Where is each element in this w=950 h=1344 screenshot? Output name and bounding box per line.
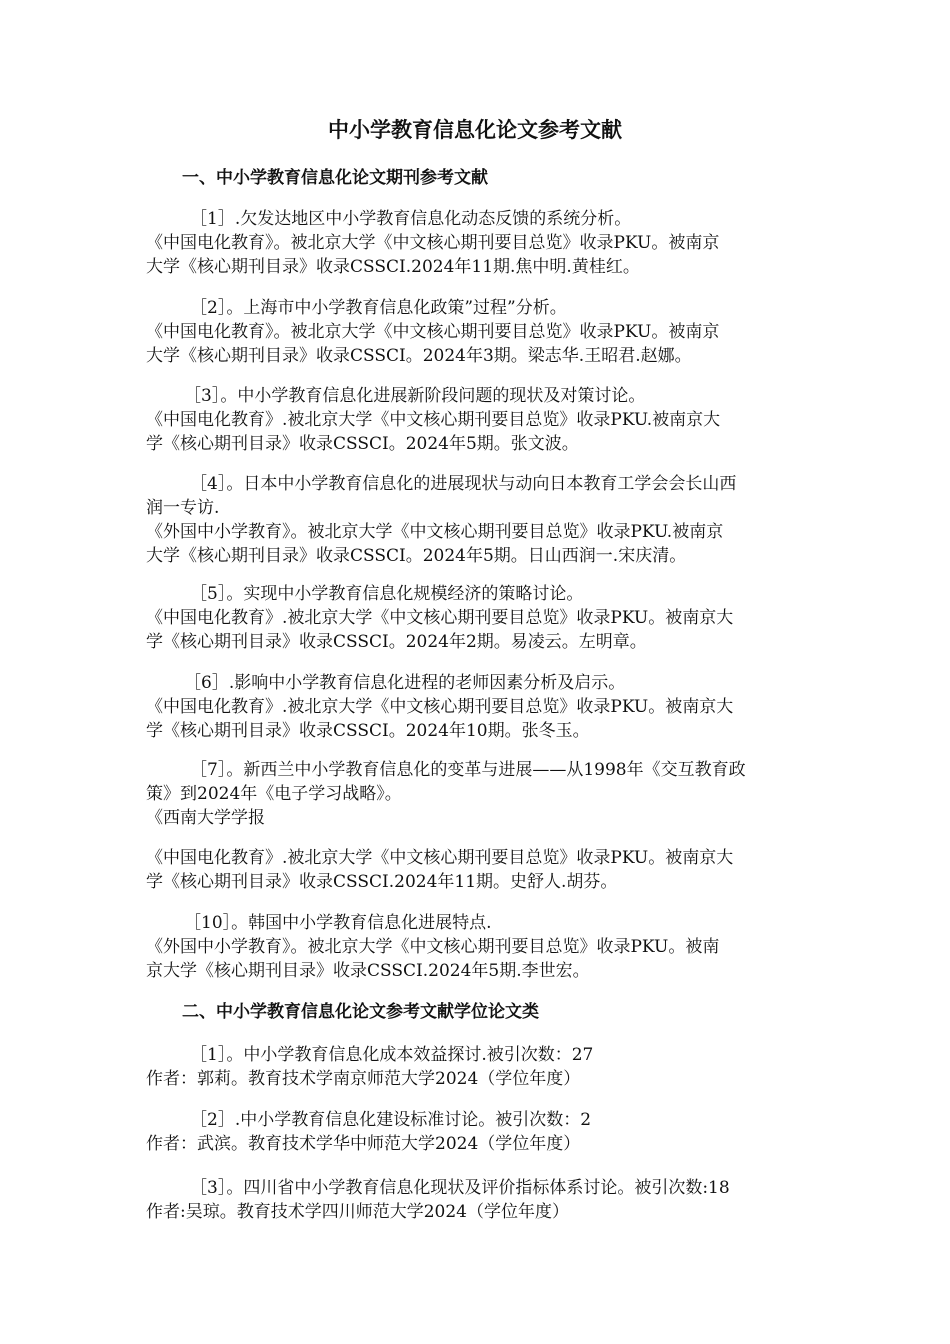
reference-item — [146, 1043, 806, 1091]
reference-item — [146, 1108, 806, 1156]
reference-item — [146, 911, 806, 983]
reference-item — [146, 846, 806, 894]
reference-line: 大学《核心期刊目录》收录CSSCI。2024年5期。日山西润一.宋庆清。 — [146, 546, 687, 566]
section-heading-theses: 二、中小学教育信息化论文参考文献学位论文类 — [182, 1002, 539, 1022]
reference-line: 润一专访. — [146, 498, 220, 518]
reference-line: 《西南大学学报 — [146, 808, 265, 828]
page-title: 中小学教育信息化论文参考文献 — [328, 117, 622, 142]
reference-line: ［1］。中小学教育信息化成本效益探讨.被引次数：27 — [190, 1045, 594, 1065]
reference-line: 《中国电化教育》.被北京大学《中文核心期刊要目总览》收录PKU。被南京大 — [146, 848, 734, 868]
reference-line: ［2］。上海市中小学教育信息化政策”过程”分析。 — [190, 298, 567, 318]
reference-line: 大学《核心期刊目录》收录CSSCI.2024年11期.焦中明.黄桂红。 — [146, 257, 640, 277]
reference-line: 学《核心期刊目录》收录CSSCI.2024年11期。史舒人.胡芬。 — [146, 872, 618, 892]
reference-line: 《中国电化教育》。被北京大学《中文核心期刊要目总览》收录PKU。被南京 — [146, 233, 720, 253]
reference-item — [146, 671, 806, 743]
reference-line: 策》到2024年《电子学习战略》。 — [146, 784, 402, 804]
reference-item — [146, 296, 806, 368]
reference-line: 学《核心期刊目录》收录CSSCI。2024年2期。易凌云。左明章。 — [146, 632, 647, 652]
reference-line: 《中国电化教育》.被北京大学《中文核心期刊要目总览》收录PKU。被南京大 — [146, 608, 734, 628]
reference-line: 《外国中小学教育》。被北京大学《中文核心期刊要目总览》收录PKU。被南 — [146, 937, 720, 957]
reference-line: 《中国电化教育》.被北京大学《中文核心期刊要目总览》收录PKU.被南京大 — [146, 410, 721, 430]
reference-line: 京大学《核心期刊目录》收录CSSCI.2024年5期.李世宏。 — [146, 961, 590, 981]
reference-line: 作者：武滨。教育技术学华中师范大学2024（学位年度） — [146, 1134, 581, 1154]
reference-line: ［1］.欠发达地区中小学教育信息化动态反馈的系统分析。 — [190, 209, 632, 229]
section-heading-journals: 一、中小学教育信息化论文期刊参考文献 — [182, 168, 488, 188]
reference-line: ［10］。韩国中小学教育信息化进展特点. — [184, 913, 492, 933]
reference-line: 作者：郭莉。教育技术学南京师范大学2024（学位年度） — [146, 1069, 581, 1089]
reference-line: 学《核心期刊目录》收录CSSCI。2024年10期。张冬玉。 — [146, 721, 590, 741]
reference-line: ［2］.中小学教育信息化建设标准讨论。被引次数：2 — [190, 1110, 592, 1130]
reference-item — [146, 472, 806, 568]
reference-line: 《中国电化教育》.被北京大学《中文核心期刊要目总览》收录PKU。被南京大 — [146, 697, 734, 717]
reference-line: ［6］.影响中小学教育信息化进程的老师因素分析及启示。 — [184, 673, 626, 693]
reference-item — [146, 1176, 806, 1224]
reference-line: ［4］。日本中小学教育信息化的进展现状与动向日本教育工学会会长山西 — [190, 474, 737, 494]
reference-line: ［5］。实现中小学教育信息化规模经济的策略讨论。 — [190, 584, 584, 604]
reference-line: ［7］。新西兰中小学教育信息化的变革与进展——从1998年《交互教育政 — [190, 760, 746, 780]
reference-item — [146, 384, 806, 456]
reference-item — [146, 582, 806, 654]
reference-item — [146, 207, 806, 279]
reference-line: 《中国电化教育》。被北京大学《中文核心期刊要目总览》收录PKU。被南京 — [146, 322, 720, 342]
reference-line: ［3］。四川省中小学教育信息化现状及评价指标体系讨论。被引次数:18 — [190, 1178, 730, 1198]
reference-line: 《外国中小学教育》。被北京大学《中文核心期刊要目总览》收录PKU.被南京 — [146, 522, 724, 542]
reference-line: 学《核心期刊目录》收录CSSCI。2024年5期。张文波。 — [146, 434, 579, 454]
reference-line: ［3］。中小学教育信息化进展新阶段问题的现状及对策讨论。 — [184, 386, 646, 406]
reference-line: 作者:吴琼。教育技术学四川师范大学2024（学位年度） — [146, 1202, 569, 1222]
reference-line: 大学《核心期刊目录》收录CSSCI。2024年3期。梁志华.王昭君.赵娜。 — [146, 346, 692, 366]
reference-item — [146, 758, 806, 830]
